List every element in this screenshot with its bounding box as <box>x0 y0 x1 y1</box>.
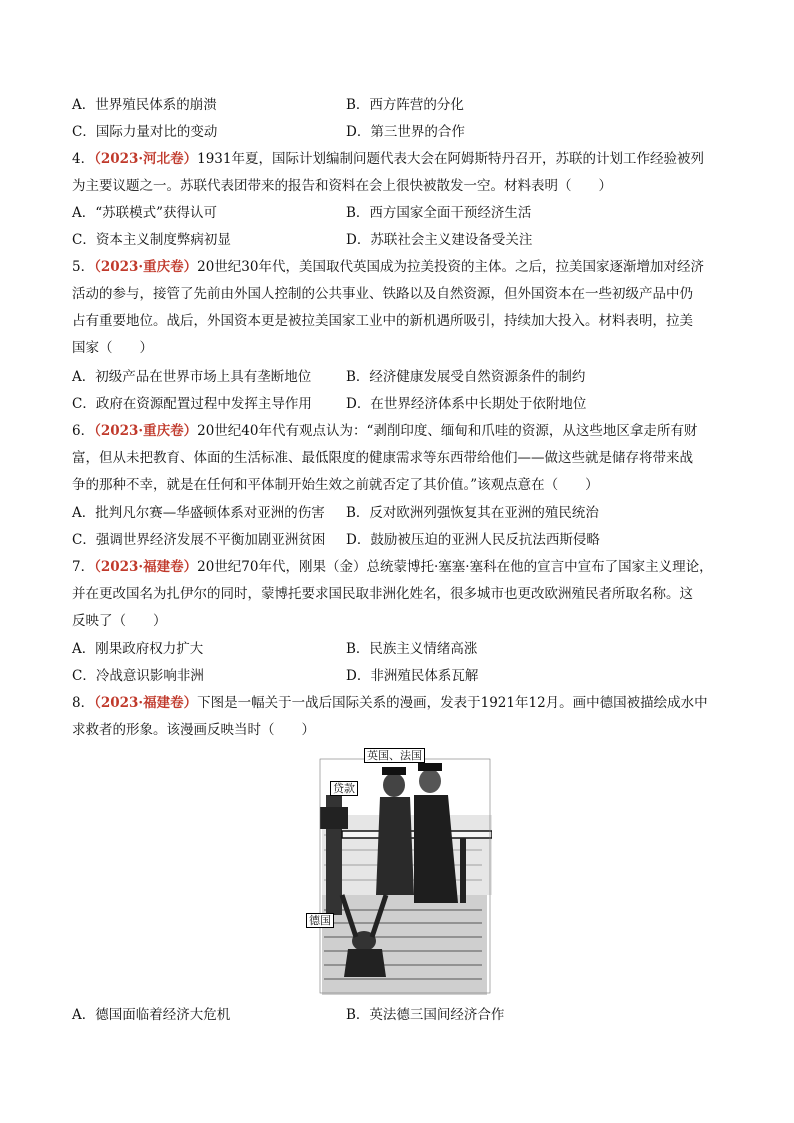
q4-option-a: A．“苏联模式”获得认可 <box>72 205 218 221</box>
label-britain-france: 英国、法国 <box>364 748 425 763</box>
figure-britain-body <box>376 797 414 895</box>
q5-stem-line4: 国家（ ） <box>72 340 153 356</box>
q7-stem-text1: 20世纪70年代，刚果（金）总统蒙博托·塞塞·塞科在他的宣言中宣布了国家主义理论， <box>197 559 713 575</box>
prev-option-a: A．世界殖民体系的崩溃 <box>72 97 217 113</box>
q5-option-d: D．在世界经济体系中长期处于依附地位 <box>346 396 587 412</box>
q8-number: 8． <box>72 695 95 711</box>
label-germany: 德国 <box>306 913 334 928</box>
political-cartoon-image <box>302 745 492 995</box>
figure-france-hat <box>418 763 442 771</box>
figure-france-body <box>414 795 458 903</box>
loan-sign-board <box>320 807 348 829</box>
q6-option-a: A．批判凡尔赛—华盛顿体系对亚洲的伤害 <box>72 505 325 521</box>
q8-option-a: A．德国面临着经济大危机 <box>72 1007 231 1023</box>
q5-source: （2023·重庆卷） <box>94 259 198 275</box>
q6-option-d: D．鼓励被压迫的亚洲人民反抗法西斯侵略 <box>346 532 600 548</box>
q8-source: （2023·福建卷） <box>94 695 198 711</box>
q4-option-d: D．苏联社会主义建设备受关注 <box>346 232 533 248</box>
railing-post <box>460 838 466 903</box>
prev-option-d: D．第三世界的合作 <box>346 124 465 140</box>
figure-britain-head <box>383 773 405 797</box>
q7-stem-line3: 反映了（ ） <box>72 613 167 629</box>
q7-option-c: C．冷战意识影响非洲 <box>72 668 204 684</box>
q7-source: （2023·福建卷） <box>94 559 198 575</box>
q8-stem-text1: 下图是一幅关于一战后国际关系的漫画，发表于1921年12月。画中德国被描绘成水中 <box>197 695 708 711</box>
q6-stem-text1: 20世纪40年代有观点认为：“剥削印度、缅甸和爪哇的资源，从这些地区拿走所有财 <box>197 423 698 439</box>
q4-stem-line1 <box>72 150 704 168</box>
q5-option-c: C．政府在资源配置过程中发挥主导作用 <box>72 396 312 412</box>
q4-stem-line2: 为主要议题之一。苏联代表团带来的报告和资料在会上很快被散发一空。材料表明（ ） <box>72 178 612 194</box>
q8-stem-line1 <box>72 694 708 712</box>
q5-stem-line3: 占有重要地位。战后，外国资本更是被拉美国家工业中的新机遇所吸引，持续加大投入。材料表明，拉美 <box>72 313 693 329</box>
q7-number: 7． <box>72 559 95 575</box>
label-loan: 贷款 <box>330 781 358 796</box>
q4-stem-text1: 1931年夏，国际计划编制问题代表大会在阿姆斯特丹召开，苏联的计划工作经验被列 <box>197 151 704 167</box>
q5-option-b: B．经济健康发展受自然资源条件的制约 <box>346 369 586 385</box>
q5-stem-line1 <box>72 258 704 276</box>
q5-stem-text1: 20世纪30年代，美国取代英国成为拉美投资的主体。之后，拉美国家逐渐增加对经济 <box>197 259 704 275</box>
q6-source: （2023·重庆卷） <box>94 423 198 439</box>
q5-number: 5． <box>72 259 95 275</box>
q7-option-b: B．民族主义情绪高涨 <box>346 641 478 657</box>
figure-germany-body <box>344 949 386 977</box>
q6-stem-line2: 富，但从未把教育、体面的生活标准、最低限度的健康需求等东西带给他们——做这些就是储存将带来战 <box>72 450 693 466</box>
q6-stem-line3: 争的那种不幸，就是在任何和平体制开始生效之前就否定了其价值。”该观点意在（ ） <box>72 477 599 493</box>
q6-option-b: B．反对欧洲列强恢复其在亚洲的殖民统治 <box>346 505 599 521</box>
figure-france-head <box>419 769 441 793</box>
q6-stem-line1 <box>72 422 697 440</box>
q7-stem-line2: 并在更改国名为扎伊尔的同时，蒙博托要求国民取非洲化姓名，很多城市也更改欧洲殖民者所取名称。这 <box>72 586 693 602</box>
q5-stem-line2: 活动的参与，接管了先前由外国人控制的公共事业、铁路以及自然资源，但外国资本在一些初级产品中仍 <box>72 286 693 302</box>
q6-number: 6． <box>72 423 95 439</box>
q8-stem-line2: 求救者的形象。该漫画反映当时（ ） <box>72 722 315 738</box>
prev-option-b: B．西方阵营的分化 <box>346 97 464 113</box>
q7-option-d: D．非洲殖民体系瓦解 <box>346 668 479 684</box>
q8-option-b: B．英法德三国间经济合作 <box>346 1007 505 1023</box>
prev-option-c: C．国际力量对比的变动 <box>72 124 218 140</box>
q5-option-a: A．初级产品在世界市场上具有垄断地位 <box>72 369 312 385</box>
q4-option-b: B．西方国家全面干预经济生活 <box>346 205 532 221</box>
q7-option-a: A．刚果政府权力扩大 <box>72 641 204 657</box>
q6-option-c: C．强调世界经济发展不平衡加剧亚洲贫困 <box>72 532 326 548</box>
q4-source: （2023·河北卷） <box>94 151 198 167</box>
figure-britain-hat <box>382 767 406 775</box>
q7-stem-line1 <box>72 558 713 576</box>
q4-number: 4． <box>72 151 95 167</box>
q4-option-c: C．资本主义制度弊病初显 <box>72 232 231 248</box>
